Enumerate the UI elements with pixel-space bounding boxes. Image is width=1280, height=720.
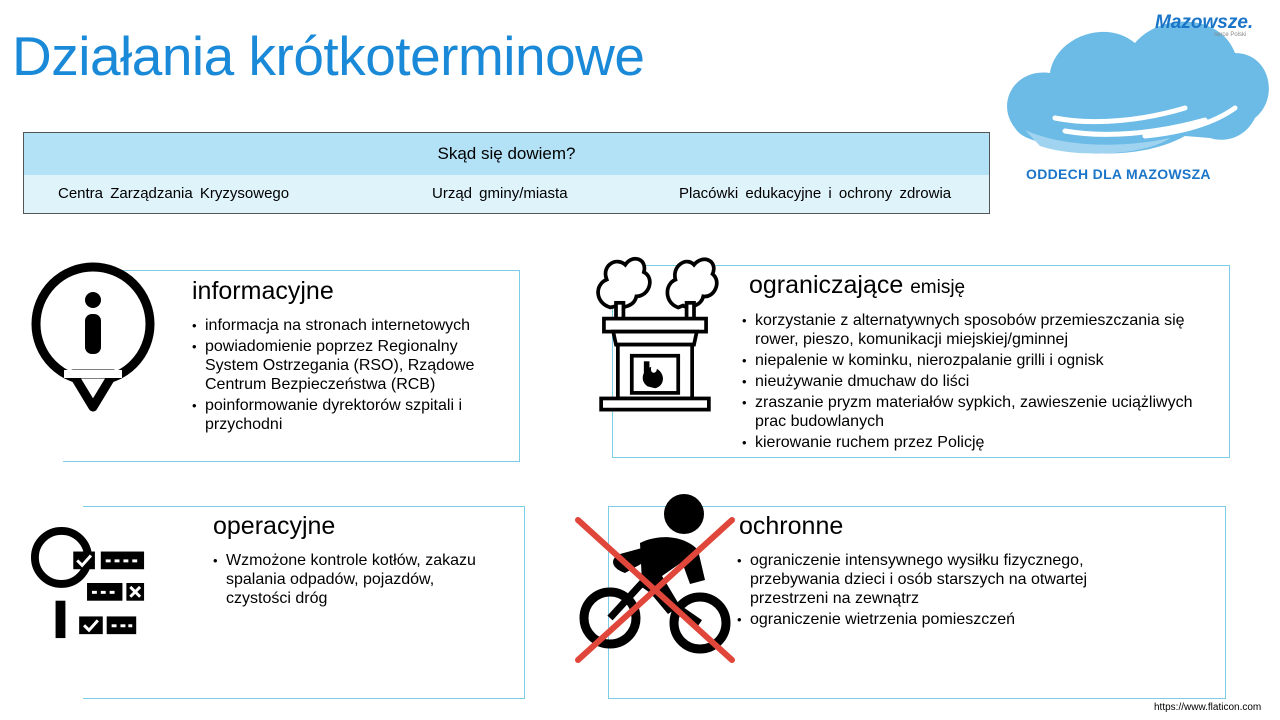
list-item: • niepalenie w kominku, nierozpalanie grilli i ognisk xyxy=(742,351,1217,370)
list-item: • ograniczenie wietrzenia pomieszczeń xyxy=(737,610,1157,629)
source-table-row xyxy=(24,175,989,213)
section-ochronne-title: ochronne xyxy=(739,512,844,540)
section-informacyjne-list xyxy=(192,316,510,436)
list-item: • poinformowanie dyrektorów szpitali i przychodni xyxy=(192,396,510,434)
list-item: • powiadomienie poprzez Regionalny System Ostrzegania (RSO), Rządowe Centrum Bezpieczeństwa (RCB) xyxy=(192,337,510,394)
no-cycling-icon xyxy=(570,488,740,668)
list-item: • ograniczenie intensywnego wysiłku fizycznego, przebywania dzieci i osób starszych na otwartej przestrzeni na zewnątrz xyxy=(737,551,1157,608)
chimney-smoke-icon xyxy=(590,248,720,418)
source-cell-education-health: Placówki edukacyjne i ochrony zdrowia xyxy=(679,185,952,202)
brand-name: Mazowsze. xyxy=(1155,12,1254,33)
section-operacyjne-title: operacyjne xyxy=(213,512,336,540)
section-ochronne-list xyxy=(737,551,1157,631)
brand-subtitle: serce Polski xyxy=(1214,32,1247,38)
info-bubble-icon xyxy=(28,262,158,412)
source-cell-municipal-office: Urząd gminy/miasta xyxy=(432,185,568,202)
list-item: • Wzmożone kontrole kotłów, zakazu spalania odpadów, pojazdów, czystości dróg xyxy=(213,551,503,608)
list-item: • korzystanie z alternatywnych sposobów przemieszczania się rower, pieszo, komunikacji miejskiej/gminnej xyxy=(742,311,1217,349)
source-table xyxy=(23,132,990,214)
section-ograniczajace-title-main: ograniczające xyxy=(749,271,904,299)
list-item: • zraszanie pryzm materiałów sypkich, zawieszenie uciążliwych prac budowlanych xyxy=(742,393,1217,431)
list-item: • kierowanie ruchem przez Policję xyxy=(742,433,1217,452)
list-item: • nieużywanie dmuchaw do liści xyxy=(742,372,1217,391)
page-title: Działania krótkoterminowe xyxy=(12,25,645,87)
source-table-header: Skąd się dowiem? xyxy=(24,133,989,175)
section-operacyjne-list xyxy=(213,551,503,610)
brand-tagline: ODDECH DLA MAZOWSZA xyxy=(1026,166,1211,182)
section-ograniczajace-title xyxy=(749,271,965,300)
source-cell-crisis-centers: Centra Zarządzania Kryzysowego xyxy=(58,185,290,202)
checklist-icon xyxy=(30,524,148,642)
list-item: • informacja na stronach internetowych xyxy=(192,316,510,335)
section-ograniczajace-list xyxy=(742,311,1217,454)
icon-credit-link[interactable]: https://www.flaticon.com xyxy=(1154,702,1262,713)
section-ograniczajace-title-suffix: emisję xyxy=(910,277,966,298)
section-informacyjne-title: informacyjne xyxy=(192,277,334,305)
